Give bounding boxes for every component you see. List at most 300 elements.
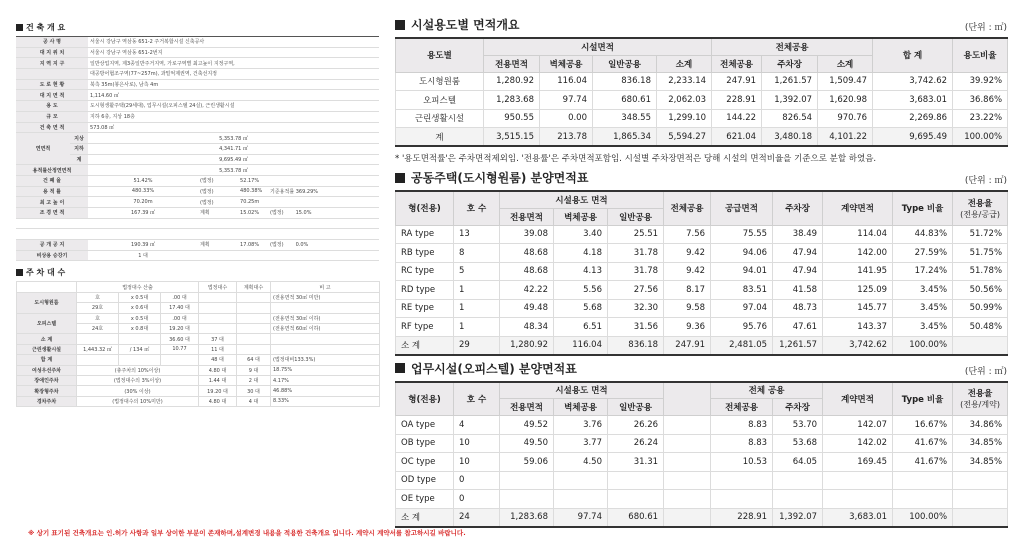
parking-cell: (법정대수의 3%이상) <box>77 375 199 385</box>
bullet-square-icon <box>395 363 405 373</box>
table-cell: 114.04 <box>823 225 893 244</box>
parking-cell <box>77 355 119 365</box>
blank-row <box>16 218 379 229</box>
row-value: 70.20m <box>88 197 198 208</box>
parking-cell: 10.77 <box>161 344 199 354</box>
header-exclusive-rate: 전용율 (전용/공급) <box>953 191 1008 225</box>
blank-cell <box>198 250 379 261</box>
parking-cell <box>237 303 271 313</box>
floor-area-value: 9,695.49 ㎡ <box>88 154 379 165</box>
table-cell: 247.91 <box>664 336 711 355</box>
header-sub: 소계 <box>818 55 873 72</box>
header-units: 호 수 <box>454 191 500 225</box>
row-label: 소 계 <box>396 508 454 527</box>
table-cell: 621.04 <box>712 128 762 147</box>
table-cell: 0 <box>454 490 500 509</box>
table-cell: 41.67% <box>893 434 953 453</box>
parking-cell <box>199 313 237 323</box>
table-cell: 3.40 <box>554 225 608 244</box>
header-sub: 벽체공용 <box>554 208 608 225</box>
table-cell: 100.00% <box>953 128 1008 147</box>
overview-row <box>16 79 379 90</box>
housing-row <box>396 336 1008 355</box>
row-value: 1,114.60 ㎡ <box>88 90 379 101</box>
parking-row <box>17 334 380 344</box>
row-label: 공 사 명 <box>16 37 88 48</box>
table-cell: 7.56 <box>664 225 711 244</box>
row-label: RF type <box>396 318 454 337</box>
housing-row <box>396 318 1008 337</box>
table-cell: 213.78 <box>540 128 593 147</box>
table-cell: 48.73 <box>773 299 823 318</box>
area-summary-table <box>395 37 1008 147</box>
row-label: 조 경 면 적 <box>16 208 88 219</box>
housing-title: 공동주택(도시형원룸) 분양면적표 <box>395 169 588 186</box>
parking-cell <box>237 324 271 334</box>
blank-cell <box>664 490 711 509</box>
header-total: 합 계 <box>873 38 953 72</box>
row-label: OE type <box>396 490 454 509</box>
table-cell: 13 <box>454 225 500 244</box>
table-cell: 48.34 <box>500 318 554 337</box>
table-cell: 51.78% <box>953 262 1008 281</box>
floor-area-value: 4,341.71 ㎡ <box>88 143 379 154</box>
parking-cell: 17.40 대 <box>161 303 199 313</box>
table-cell: 3.45% <box>893 299 953 318</box>
blank-cell <box>664 453 711 472</box>
parking-row <box>17 396 380 406</box>
parking-cell: / 134 ㎡ <box>119 344 161 354</box>
parking-cell: .00 대 <box>161 313 199 323</box>
area-row <box>396 128 1008 147</box>
housing-table <box>395 190 1008 356</box>
header-type: 형(전용) <box>396 382 454 416</box>
table-cell: 31.31 <box>608 453 664 472</box>
table-cell: 0.00 <box>540 109 593 128</box>
housing-row <box>396 299 1008 318</box>
parking-header: 비 고 <box>271 282 380 292</box>
row-label: RB type <box>396 244 454 263</box>
table-cell: 59.06 <box>500 453 554 472</box>
table-cell: 2,233.14 <box>657 72 712 91</box>
blank-row <box>16 229 379 240</box>
table-cell: 4.50 <box>554 453 608 472</box>
parking-row <box>17 365 380 375</box>
parking-cell: 19.20 대 <box>199 386 237 396</box>
table-cell: 3.77 <box>554 434 608 453</box>
parking-cell: 19.20 대 <box>161 324 199 334</box>
parking-header: 법정대수 산출 <box>77 282 199 292</box>
parking-label: 합 계 <box>17 355 77 365</box>
header-sub: 벽체공용 <box>554 399 608 416</box>
row-value: 서울시 강남구 역삼동 651-2 주거복합시설 신축공사 <box>88 37 379 48</box>
ratio-key: 계획 <box>198 208 238 219</box>
table-cell: 32.30 <box>608 299 664 318</box>
ratio-row <box>16 197 379 208</box>
parking-cell: 4.80 대 <box>199 365 237 375</box>
ratio-key: 계획 <box>198 240 238 251</box>
header-facility-area: 시설용도 면적 <box>500 382 664 399</box>
parking-cell: x 0.8대 <box>119 324 161 334</box>
parking-cell <box>271 344 380 354</box>
table-cell: 5,594.27 <box>657 128 712 147</box>
parking-header: 법정대수 <box>199 282 237 292</box>
parking-row <box>17 355 380 365</box>
row-value: 도시형생활주택(29세대), 업무시설(오피스텔 24실), 근린생활시설 <box>88 101 379 112</box>
floor-area-sub: 지상 <box>70 133 88 144</box>
overview-row <box>16 58 379 69</box>
table-cell: 1,280.92 <box>484 72 540 91</box>
table-cell <box>823 471 893 490</box>
table-cell: 1,261.57 <box>762 72 818 91</box>
parking-cell: 11 대 <box>199 344 237 354</box>
ratio-value: 17.08% <box>238 240 268 251</box>
table-cell: 41.58 <box>773 281 823 300</box>
table-cell: 2,062.03 <box>657 91 712 110</box>
header-units: 호 수 <box>454 382 500 416</box>
table-cell: 116.04 <box>540 72 593 91</box>
ratio-key: (법정) <box>198 186 238 197</box>
blank-cell <box>17 282 77 292</box>
overview-row <box>16 47 379 58</box>
table-cell: 97.74 <box>540 91 593 110</box>
parking-title: 주 차 대 수 <box>16 267 379 278</box>
table-cell: 1,865.34 <box>593 128 657 147</box>
housing-row <box>396 262 1008 281</box>
row-value: 51.42% <box>88 175 198 186</box>
ratio-extra <box>268 240 379 251</box>
table-cell: 9.42 <box>664 262 711 281</box>
table-cell: 23.22% <box>953 109 1008 128</box>
row-label: 계 <box>396 128 484 147</box>
header-sub: 전체공용 <box>711 399 773 416</box>
area-summary-title: 시설용도별 면적개요 <box>395 16 520 33</box>
table-cell: 1 <box>454 281 500 300</box>
table-cell: 100.00% <box>893 508 953 527</box>
parking-cell: 호 <box>77 313 119 323</box>
table-cell: 1 <box>454 299 500 318</box>
parking-label: 여성우선주차 <box>17 365 77 375</box>
table-cell: 44.83% <box>893 225 953 244</box>
table-cell: 51.75% <box>953 244 1008 263</box>
unit-label: (단위 : ㎡) <box>964 366 1007 377</box>
header-sub: 주차장 <box>762 55 818 72</box>
table-cell <box>953 336 1008 355</box>
row-value: 서울시 강남구 역삼동 651-2번지 <box>88 47 379 58</box>
ratio-value: 52.17% <box>238 175 268 186</box>
table-cell <box>711 490 773 509</box>
row-label <box>16 69 88 80</box>
parking-cell <box>77 334 119 344</box>
table-cell: 100.00% <box>893 336 953 355</box>
row-value: 북측 35m(봉은사로), 남측 4m <box>88 79 379 90</box>
table-cell: 3,515.15 <box>484 128 540 147</box>
header-type-ratio: Type 비율 <box>893 382 953 416</box>
table-cell: 53.70 <box>773 416 823 435</box>
table-cell: 1 <box>454 318 500 337</box>
row-label: 대 지 면 적 <box>16 90 88 101</box>
floor-area-row <box>16 143 379 154</box>
table-cell: 47.61 <box>773 318 823 337</box>
parking-cell: (전용면적 60㎡ 이하) <box>271 324 380 334</box>
table-cell: 10 <box>454 434 500 453</box>
table-cell: 680.61 <box>608 508 664 527</box>
bullet-square-icon <box>16 269 23 276</box>
ratio-row <box>16 186 379 197</box>
parking-cell: 4 대 <box>237 396 271 406</box>
header-contract: 계약면적 <box>823 191 893 225</box>
parking-cell: 30 대 <box>237 386 271 396</box>
parking-cell: 4.17% <box>271 375 380 385</box>
housing-row <box>396 225 1008 244</box>
blank-cell <box>664 508 711 527</box>
parking-label: 장애인주차 <box>17 375 77 385</box>
header-sub: 소계 <box>657 55 712 72</box>
table-cell: 34.85% <box>953 434 1008 453</box>
parking-label: 도시형원룸 <box>17 292 77 313</box>
table-cell: 51.72% <box>953 225 1008 244</box>
parking-cell: 1.44 대 <box>199 375 237 385</box>
row-label: 용 도 <box>16 101 88 112</box>
parking-cell: 36.60 대 <box>161 334 199 344</box>
table-cell: 0 <box>454 471 500 490</box>
header-ratio: 용도비율 <box>953 38 1008 72</box>
floor-area-row <box>16 154 379 165</box>
table-cell: 142.02 <box>823 434 893 453</box>
header-blank <box>664 382 711 416</box>
table-cell: 826.54 <box>762 109 818 128</box>
parking-cell <box>161 355 199 365</box>
bullet-square-icon <box>395 20 405 30</box>
parking-cell <box>237 313 271 323</box>
header-sub: 일반공용 <box>608 399 664 416</box>
ratio-row <box>16 175 379 186</box>
table-cell: 8.83 <box>711 416 773 435</box>
header-sub: 벽체공용 <box>540 55 593 72</box>
header-sub: 전용면적 <box>500 208 554 225</box>
table-cell: 4,101.22 <box>818 128 873 147</box>
table-cell: 145.77 <box>823 299 893 318</box>
table-cell: 75.55 <box>711 225 773 244</box>
blank-cell <box>16 229 379 240</box>
header-common: 전체공용 <box>664 191 711 225</box>
parking-cell <box>199 292 237 302</box>
table-cell: 36.86% <box>953 91 1008 110</box>
table-cell: 680.61 <box>593 91 657 110</box>
table-cell: 3,742.62 <box>873 72 953 91</box>
footnote: ※ 상기 표기된 건축개요는 인.허가 사항과 일부 상이한 부분이 존재하며,설계변경 내용을 적용한 건축개요 입니다. 계약시 계약서를 참고하시길 바랍니다. <box>28 529 466 537</box>
table-cell: 9,695.49 <box>873 128 953 147</box>
parking-cell: 호 <box>77 292 119 302</box>
table-cell: 94.01 <box>711 262 773 281</box>
blank-cell <box>664 434 711 453</box>
table-cell: 97.74 <box>554 508 608 527</box>
table-cell <box>500 471 554 490</box>
table-cell <box>823 490 893 509</box>
parking-cell: 4.80 대 <box>199 396 237 406</box>
row-label: 공 개 공 지 <box>16 240 88 251</box>
blank-cell <box>16 218 379 229</box>
table-cell <box>500 490 554 509</box>
overview-title: 건 축 개 요 <box>16 22 379 33</box>
ratio-extra-key: (법정) <box>270 210 284 217</box>
table-cell: 26.26 <box>608 416 664 435</box>
row-label: 지 역 지 구 <box>16 58 88 69</box>
housing-row <box>396 281 1008 300</box>
table-cell: 97.04 <box>711 299 773 318</box>
table-cell: 1,283.68 <box>484 91 540 110</box>
header-facility: 시설면적 <box>484 38 712 55</box>
row-label: 용적률산정연면적 <box>16 165 88 176</box>
office-table <box>395 381 1008 528</box>
parking-cell <box>237 344 271 354</box>
table-cell: 49.50 <box>500 434 554 453</box>
row-label: OC type <box>396 453 454 472</box>
table-cell: 53.68 <box>773 434 823 453</box>
floor-area-sub: 계 <box>70 154 88 165</box>
table-cell <box>554 490 608 509</box>
table-cell: 47.94 <box>773 244 823 263</box>
row-label: RE type <box>396 299 454 318</box>
header-sub: 일반공용 <box>608 208 664 225</box>
table-cell: 25.51 <box>608 225 664 244</box>
table-cell: 31.56 <box>608 318 664 337</box>
parking-cell: 8.33% <box>271 396 380 406</box>
parking-cell: 24호 <box>77 324 119 334</box>
overview-row <box>16 90 379 101</box>
parking-header-row <box>17 282 380 292</box>
row-value: 대공방어협조구역(77~257m), 과밀억제권역, 건축선지정 <box>88 69 379 80</box>
unit-label: (단위 : ㎡) <box>964 23 1007 33</box>
row-value: 1 대 <box>88 250 198 261</box>
table-cell: 48.68 <box>500 262 554 281</box>
area-row <box>396 91 1008 110</box>
parking-row <box>17 375 380 385</box>
header-all-common: 전체 공용 <box>711 382 823 399</box>
table-cell: 3.45% <box>893 318 953 337</box>
table-cell: 143.37 <box>823 318 893 337</box>
row-label: 건 축 면 적 <box>16 122 88 133</box>
table-cell: 1,280.92 <box>500 336 554 355</box>
elevator-row <box>16 250 379 261</box>
ratio-extra <box>268 175 379 186</box>
bullet-square-icon <box>16 24 23 31</box>
right-column <box>395 16 1007 528</box>
parking-cell: (30% 이상) <box>77 386 199 396</box>
header-sub: 전용면적 <box>484 55 540 72</box>
table-cell: 34.85% <box>953 453 1008 472</box>
table-cell: 10.53 <box>711 453 773 472</box>
table-cell <box>953 490 1008 509</box>
row-label: 대 지 위 치 <box>16 47 88 58</box>
table-cell: 836.18 <box>593 72 657 91</box>
row-label: 오피스텔 <box>396 91 484 110</box>
table-cell: 50.56% <box>953 281 1008 300</box>
header-exclusive-rate: 전용율 (전용/계약) <box>953 382 1008 416</box>
table-cell: 24 <box>454 508 500 527</box>
parking-label: 근린생활시설 <box>17 344 77 354</box>
table-cell: 144.22 <box>712 109 762 128</box>
parking-label: 오피스텔 <box>17 313 77 334</box>
table-cell: 228.91 <box>712 91 762 110</box>
table-cell: 970.76 <box>818 109 873 128</box>
table-cell: 6.51 <box>554 318 608 337</box>
floor-area-row <box>16 133 379 144</box>
table-cell <box>773 490 823 509</box>
table-cell: 10 <box>454 453 500 472</box>
header-facility-area: 시설용도 면적 <box>500 191 664 208</box>
ratio-extra-value: 15.0% <box>295 210 312 217</box>
parking-table <box>16 281 380 407</box>
parking-cell: 29호 <box>77 303 119 313</box>
table-cell: 26.24 <box>608 434 664 453</box>
overview-row <box>16 37 379 48</box>
ratio-extra-value: 0.0% <box>295 242 309 249</box>
table-cell: 4.13 <box>554 262 608 281</box>
row-label: RD type <box>396 281 454 300</box>
ratio-extra-key: (법정) <box>270 242 284 249</box>
table-cell: 3,480.18 <box>762 128 818 147</box>
ratio-key: (법정) <box>198 175 238 186</box>
row-value: 지하 6층, 지상 18층 <box>88 111 379 122</box>
ratio-extra <box>268 208 379 219</box>
table-cell: 29 <box>454 336 500 355</box>
table-cell: 1,283.68 <box>500 508 554 527</box>
header-sub: 일반공용 <box>593 55 657 72</box>
table-cell: 34.86% <box>953 416 1008 435</box>
parking-row <box>17 386 380 396</box>
parking-cell <box>199 303 237 313</box>
table-cell: 48.68 <box>500 244 554 263</box>
parking-label: 경차주차 <box>17 396 77 406</box>
ratio-value: 480.38% <box>238 186 268 197</box>
table-cell: 31.78 <box>608 244 664 263</box>
parking-cell: .00 대 <box>161 292 199 302</box>
housing-row <box>396 244 1008 263</box>
parking-cell: (법정대비133.3%) <box>271 355 380 365</box>
table-cell: 247.91 <box>712 72 762 91</box>
table-cell: 42.22 <box>500 281 554 300</box>
table-cell: 9.42 <box>664 244 711 263</box>
row-value: 190.39 ㎡ <box>88 240 198 251</box>
row-label: 근린생활시설 <box>396 109 484 128</box>
row-label: 도시형원룸 <box>396 72 484 91</box>
table-cell: 348.55 <box>593 109 657 128</box>
parking-cell: (전용면적 30㎡ 미만) <box>271 292 380 302</box>
table-cell: 142.07 <box>823 416 893 435</box>
table-cell: 1,392.07 <box>762 91 818 110</box>
row-label: 소 계 <box>396 336 454 355</box>
table-cell: 4.18 <box>554 244 608 263</box>
parking-cell: 1,443.32 ㎡ <box>77 344 119 354</box>
table-cell: 3,742.62 <box>823 336 893 355</box>
parking-label: 확장형주차 <box>17 386 77 396</box>
blank-cell <box>664 471 711 490</box>
table-cell <box>711 471 773 490</box>
table-cell <box>554 471 608 490</box>
office-row <box>396 453 1008 472</box>
unit-label: (단위 : ㎡) <box>964 176 1007 186</box>
area-note: * '용도면적률'은 주차면적제외임. '전용률'은 주차면적포함임. 시설별 주차장면적은 당해 시설의 면적비율을 기준으로 분할 하였음. <box>395 154 877 164</box>
header-sub: 주차장 <box>773 399 823 416</box>
table-cell: 50.48% <box>953 318 1008 337</box>
row-label: 건 폐 율 <box>16 175 88 186</box>
table-cell: 2,481.05 <box>711 336 773 355</box>
table-cell: 5.56 <box>554 281 608 300</box>
table-cell: 27.56 <box>608 281 664 300</box>
table-cell: 9.36 <box>664 318 711 337</box>
floor-area-label: 연면적 <box>16 133 70 165</box>
